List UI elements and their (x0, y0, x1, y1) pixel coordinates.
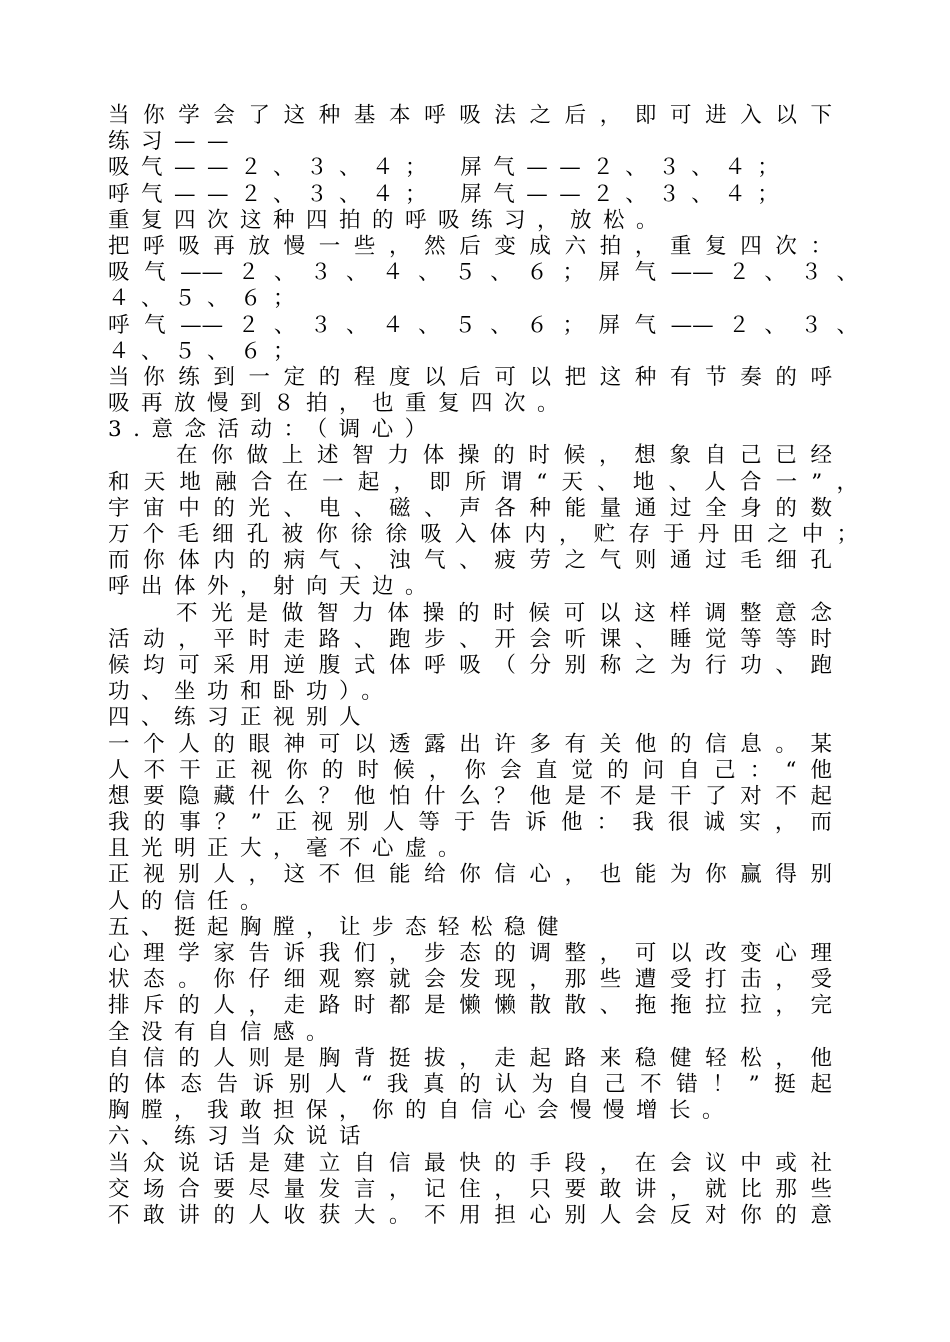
section-heading: 六、练习当众说话 (108, 1124, 373, 1150)
text-line: 而你体内的病气、浊气、疲劳之气则通过毛细孔 (108, 548, 832, 574)
text-line: ４、５、６； (108, 286, 307, 312)
text-line: 万个毛细孔被你徐徐吸入体内，贮存于丹田之中； (108, 522, 858, 547)
text-line: 呼气——２、３、４、５、６；屏气——２、３、 (108, 312, 858, 338)
section-heading: 五、挺起胸膛，让步态轻松稳健 (108, 914, 571, 940)
text-line: 在你做上述智力体操的时候，想象自己已经 (176, 443, 832, 469)
text-line: 全没有自信感。 (108, 1019, 340, 1045)
text-line: 功、坐功和卧功）。 (108, 679, 395, 705)
text-line: 和天地融合在一起，即所谓“天、地、人合一”， (108, 469, 858, 495)
text-line: 吸再放慢到８拍，也重复四次。 (108, 391, 571, 417)
text-line: 且光明正大，毫不心虚。 (108, 836, 472, 862)
text-line: 当你练到一定的程度以后可以把这种有节奏的呼 (108, 364, 832, 390)
text-line: 吸气——２、３、４、５、６；屏气——２、３、 (108, 260, 858, 286)
text-line: 吸气——２、３、４； 屏气——２、３、４； (108, 155, 791, 181)
text-line: 呼出体外，射向天边。 (108, 574, 439, 600)
document-page (108, 103, 868, 1229)
text-line: 胸膛，我敢担保，你的自信心会慢慢增长。 (108, 1098, 736, 1124)
text-line: 正视别人，这不但能给你信心，也能为你赢得别 (108, 862, 832, 888)
text-line: 自信的人则是胸背挺拔，走起路来稳健轻松，他 (108, 1045, 832, 1071)
text-line: 当众说话是建立自信最快的手段，在会议中或社 (108, 1150, 832, 1176)
text-line: 排斥的人，走路时都是懒懒散散、拖拖拉拉，完 (108, 993, 832, 1019)
text-line: 人不干正视你的时候，你会直觉的问自己：“他 (108, 757, 832, 783)
text-line: 呼气——２、３、４； 屏气——２、３、４； (108, 181, 791, 207)
text-line: 宇宙中的光、电、磁、声各种能量通过全身的数 (108, 495, 832, 521)
text-line: 我的事？”正视别人等于告诉他：我很诚实，而 (108, 810, 832, 836)
text-line: 人的信任。 (108, 888, 274, 914)
section-heading: 四、练习正视别人 (108, 705, 373, 731)
text-line: 一个人的眼神可以透露出许多有关他的信息。某 (108, 731, 832, 757)
text-line: 把呼吸再放慢一些，然后变成六拍，重复四次： (108, 233, 832, 259)
section-heading: 3.意念活动：（调心） (108, 417, 438, 443)
text-line: ４、５、６； (108, 338, 307, 364)
text-line: 的体态告诉别人“我真的认为自己不错！”挺起 (108, 1071, 832, 1097)
text-line: 候均可采用逆腹式体呼吸（分别称之为行功、跑 (108, 652, 832, 678)
text-line: 活动，平时走路、跑步、开会听课、睡觉等等时 (108, 626, 832, 652)
text-line: 不敢讲的人收获大。不用担心别人会反对你的意 (108, 1202, 832, 1228)
text-line: 交场合要尽量发言，记住，只要敢讲，就比那些 (108, 1176, 832, 1202)
text-line: 想要隐藏什么？他怕什么？他是不是干了对不起 (108, 783, 832, 809)
text-line: 状态。你仔细观察就会发现，那些遭受打击，受 (108, 967, 832, 993)
text-line: 心理学家告诉我们，步态的调整，可以改变心理 (108, 941, 832, 966)
text-line: 不光是做智力体操的时候可以这样调整意念 (176, 600, 832, 626)
text-line: 当你学会了这种基本呼吸法之后，即可进入以下 (108, 103, 832, 128)
text-line: 重复四次这种四拍的呼吸练习，放松。 (108, 207, 670, 233)
text-line: 练习—— (108, 129, 241, 155)
